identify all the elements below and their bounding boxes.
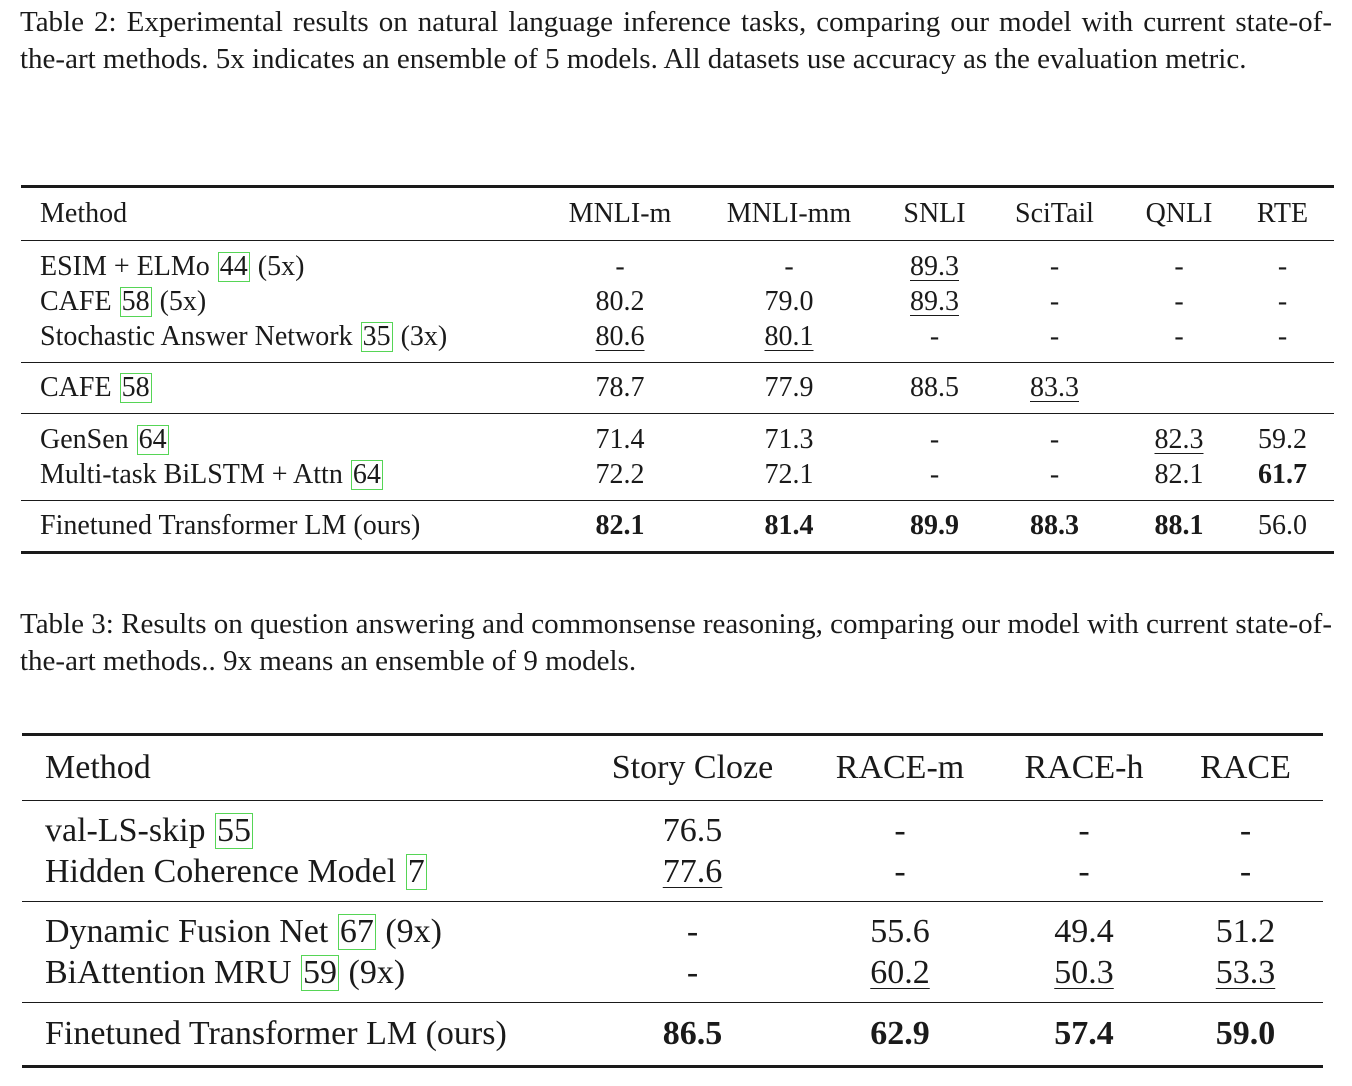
table-row bbox=[21, 501, 1334, 553]
table-row bbox=[21, 363, 1334, 414]
cell: - bbox=[686, 953, 699, 991]
cell: 89.9 bbox=[910, 510, 959, 541]
table3-header-race-h: RACE-h bbox=[1024, 749, 1144, 786]
cell: 86.5 bbox=[662, 1015, 723, 1052]
row-method: GenSen 64 bbox=[40, 423, 167, 455]
cell: 57.4 bbox=[1054, 1015, 1114, 1052]
table-row bbox=[22, 902, 1323, 953]
table2-caption: Table 2: Experimental results on natural language inference tasks, comparing our model with current state-of-the-art methods. 5x indicates an ensemble of 5 models. All datasets use accuracy as the evaluation metric. bbox=[20, 6, 1332, 75]
row-method: CAFE 58 (5x) bbox=[40, 285, 207, 317]
cell: 76.5 bbox=[662, 811, 723, 849]
table3-header-race-m: RACE-m bbox=[835, 749, 965, 786]
cell: 79.0 bbox=[764, 285, 814, 317]
cell: 59.0 bbox=[1215, 1015, 1276, 1052]
cell: - bbox=[929, 320, 940, 352]
row-method: Multi-task BiLSTM + Attn 64 bbox=[40, 458, 381, 490]
table-row bbox=[21, 319, 1334, 363]
table2-header-qnli: QNLI bbox=[1145, 198, 1213, 229]
cell: - bbox=[1049, 423, 1060, 455]
cell: 82.1 bbox=[1154, 458, 1204, 490]
cell: 81.4 bbox=[764, 510, 814, 541]
cell: 50.3 bbox=[1054, 953, 1114, 991]
table-row bbox=[21, 414, 1334, 458]
cell: 82.1 bbox=[595, 510, 645, 541]
cell: 71.4 bbox=[595, 423, 645, 455]
citation-link[interactable]: 64 bbox=[138, 423, 167, 455]
cell: - bbox=[784, 250, 794, 282]
cell: 78.7 bbox=[595, 372, 645, 403]
cell: 88.1 bbox=[1154, 510, 1204, 541]
table-row bbox=[22, 801, 1323, 852]
cell bbox=[1231, 363, 1334, 414]
citation-link[interactable]: 7 bbox=[407, 852, 425, 890]
table2-header-mnli-mm: MNLI-mm bbox=[726, 198, 852, 229]
table2-header-row bbox=[21, 187, 1334, 241]
cell: - bbox=[1078, 852, 1090, 890]
row-method: val-LS-skip 55 bbox=[45, 811, 252, 849]
cell: 55.6 bbox=[870, 912, 930, 950]
cell: 83.3 bbox=[1030, 372, 1079, 403]
cell: 77.6 bbox=[662, 852, 723, 890]
row-method: BiAttention MRU 59 (9x) bbox=[45, 953, 406, 991]
cell: - bbox=[686, 912, 699, 950]
citation-link[interactable]: 35 bbox=[362, 320, 391, 352]
row-method: ESIM + ELMo 44 (5x) bbox=[40, 250, 305, 282]
cell: - bbox=[1078, 811, 1090, 849]
cell: - bbox=[1049, 458, 1060, 490]
cell: - bbox=[1049, 320, 1060, 352]
table3-header-row bbox=[22, 735, 1323, 801]
cell: - bbox=[1239, 811, 1252, 849]
cell: 60.2 bbox=[870, 953, 930, 991]
cell: 59.2 bbox=[1258, 423, 1307, 455]
cell: - bbox=[1277, 285, 1288, 317]
cell: 89.3 bbox=[910, 285, 959, 317]
cell: 80.2 bbox=[595, 285, 645, 317]
table3-header-story-cloze: Story Cloze bbox=[611, 749, 774, 786]
row-method: Finetuned Transformer LM (ours) bbox=[45, 1015, 507, 1052]
row-method: Finetuned Transformer LM (ours) bbox=[40, 510, 421, 541]
cell: - bbox=[1174, 285, 1184, 317]
cell: 72.2 bbox=[595, 458, 645, 490]
table-row bbox=[21, 284, 1334, 319]
citation-link[interactable]: 58 bbox=[121, 285, 150, 317]
table2-header-scitail: SciTail bbox=[1015, 198, 1094, 229]
cell: 51.2 bbox=[1215, 912, 1276, 950]
cell: - bbox=[615, 250, 625, 282]
citation-link[interactable]: 59 bbox=[303, 953, 338, 991]
cell: 62.9 bbox=[870, 1015, 930, 1052]
cell: - bbox=[1277, 250, 1288, 282]
table2-header-rte: RTE bbox=[1256, 198, 1309, 229]
citation-link[interactable]: 44 bbox=[219, 250, 248, 282]
table2-header-mnli-m: MNLI-m bbox=[568, 198, 672, 229]
cell: 88.3 bbox=[1030, 510, 1079, 541]
cell: - bbox=[1239, 852, 1252, 890]
citation-link[interactable]: 55 bbox=[217, 811, 252, 849]
cell: 80.1 bbox=[764, 320, 814, 352]
table-row bbox=[21, 457, 1334, 501]
cell: 56.0 bbox=[1258, 510, 1307, 541]
table-row bbox=[21, 241, 1334, 285]
row-method: Dynamic Fusion Net 67 (9x) bbox=[45, 912, 442, 950]
citation-link[interactable]: 67 bbox=[339, 912, 374, 950]
cell: - bbox=[1049, 285, 1060, 317]
cell: 82.3 bbox=[1154, 423, 1204, 455]
cell: 88.5 bbox=[910, 372, 959, 403]
cell: 61.7 bbox=[1258, 458, 1307, 490]
cell: - bbox=[1174, 250, 1184, 282]
cell: 71.3 bbox=[764, 423, 814, 455]
row-method: Stochastic Answer Network 35 (3x) bbox=[40, 320, 448, 352]
cell: - bbox=[929, 458, 940, 490]
cell: 72.1 bbox=[764, 458, 814, 490]
cell: - bbox=[1174, 320, 1184, 352]
cell: 80.6 bbox=[595, 320, 645, 352]
row-method: CAFE 58 bbox=[40, 372, 150, 403]
table-row bbox=[22, 1003, 1323, 1067]
cell: - bbox=[929, 423, 940, 455]
cell: 49.4 bbox=[1054, 912, 1114, 950]
table3-caption: Table 3: Results on question answering and commonsense reasoning, comparing our model with current state-of-the-art methods.. 9x means an ensemble of 9 models. bbox=[20, 608, 1332, 677]
table-row bbox=[22, 952, 1323, 1003]
cell bbox=[1127, 363, 1231, 414]
row-method: Hidden Coherence Model 7 bbox=[45, 852, 425, 890]
cell: - bbox=[894, 852, 906, 890]
citation-link[interactable]: 58 bbox=[121, 372, 150, 403]
cell: - bbox=[1277, 320, 1288, 352]
citation-link[interactable]: 64 bbox=[352, 458, 381, 490]
cell: 89.3 bbox=[910, 250, 959, 282]
table3-header-method: Method bbox=[45, 749, 151, 786]
table-row bbox=[22, 851, 1323, 902]
cell: - bbox=[894, 811, 906, 849]
cell: 53.3 bbox=[1215, 953, 1276, 991]
table2-header-method: Method bbox=[40, 198, 128, 229]
table3-header-race: RACE bbox=[1200, 749, 1291, 786]
table3 bbox=[22, 733, 1323, 1068]
table2-header-snli: SNLI bbox=[903, 198, 966, 229]
table2 bbox=[21, 185, 1334, 554]
cell: 77.9 bbox=[764, 372, 814, 403]
cell: - bbox=[1049, 250, 1060, 282]
